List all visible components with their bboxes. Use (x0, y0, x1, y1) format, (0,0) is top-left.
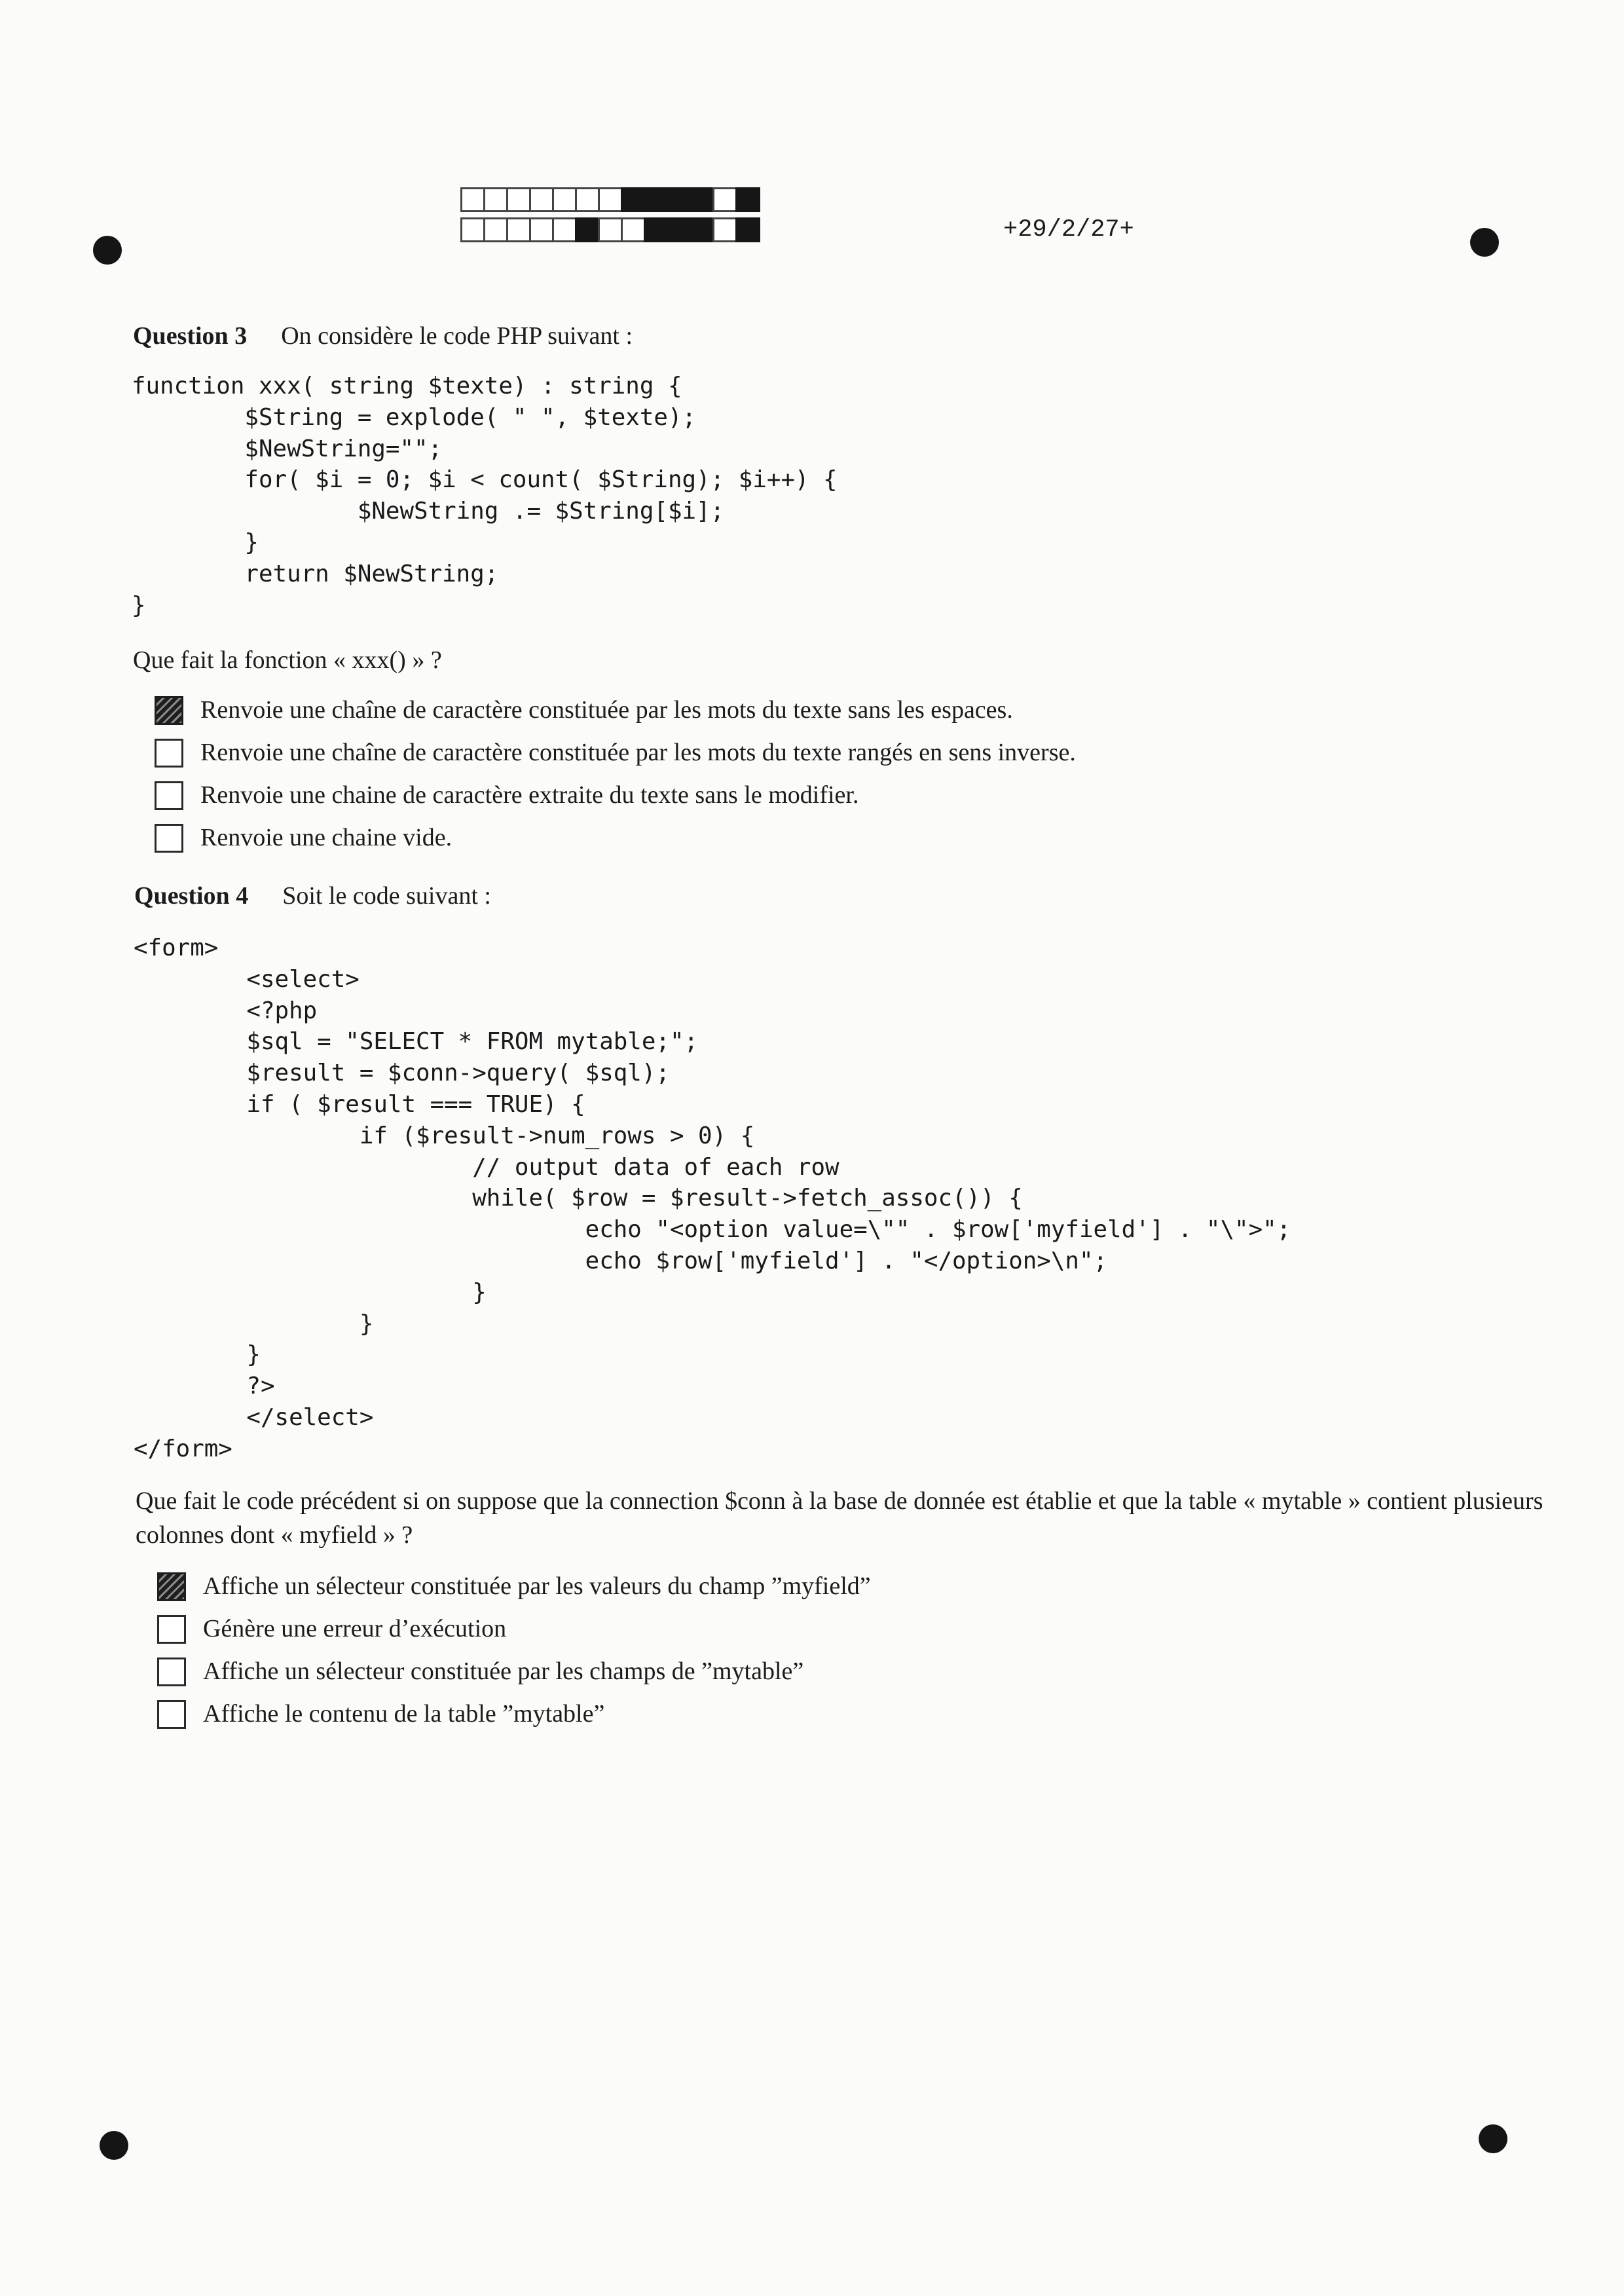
answer-option[interactable] (155, 821, 1076, 864)
checkbox[interactable] (155, 696, 183, 725)
question-number: Question 4 (134, 882, 249, 910)
id-box (552, 187, 577, 212)
id-box (529, 217, 554, 242)
option-label: Affiche le contenu de la table ”mytable” (203, 1700, 605, 1728)
student-id-boxes (460, 187, 758, 248)
question-intro: On considère le code PHP suivant : (281, 322, 633, 350)
option-label: Renvoie une chaine vide. (200, 824, 452, 851)
page-code: +29/2/27+ (1003, 216, 1134, 244)
id-box (690, 217, 714, 242)
id-box (483, 187, 508, 212)
question-prompt: Que fait le code précédent si on suppose que la connection $conn à la base de donnée est établie et que la table « mytable » contient plusieurs colonnes dont « myfield » ? (136, 1487, 1543, 1549)
id-box (712, 217, 737, 242)
id-box (460, 187, 485, 212)
answer-options (157, 1570, 871, 1740)
question-4-header (134, 881, 491, 910)
id-box (644, 217, 669, 242)
id-box (735, 217, 760, 242)
corner-mark-top-right (1470, 228, 1499, 257)
question-prompt: Que fait la fonction « xxx() » ? (133, 646, 442, 674)
answer-options (155, 694, 1076, 864)
option-label: Renvoie une chaîne de caractère constituée par les mots du texte sans les espaces. (200, 696, 1013, 724)
id-box (712, 187, 737, 212)
id-box (483, 217, 508, 242)
checkbox[interactable] (157, 1615, 186, 1644)
checkbox[interactable] (155, 739, 183, 768)
id-box (552, 217, 577, 242)
id-row-2 (460, 217, 758, 242)
question-3-header (133, 322, 633, 350)
id-box (598, 217, 623, 242)
html-php-code-block: <form> <select> <?php $sql = "SELECT * FROM mytable;"; $result = $conn->query( $sql); if ( $result === TRUE) { if ($result->num_rows > 0) { // output data of each row while( $row = $result->fetch_assoc()) { echo "<option value=\"" . $row['myfield'] . "\">"; echo $row['myfield'] . "</option>\n"; } } } ?> </select> </form> (134, 935, 1291, 1462)
id-box (529, 187, 554, 212)
id-box (506, 217, 531, 242)
answer-option[interactable] (155, 779, 1076, 821)
id-box (621, 217, 646, 242)
id-box (575, 217, 600, 242)
checkbox[interactable] (157, 1700, 186, 1729)
id-box (690, 187, 714, 212)
id-box (575, 187, 600, 212)
php-code-block: function xxx( string $texte) : string { $String = explode( " ", $texte); $NewString=""; for( $i = 0; $i < count( $String); $i++) { $NewString .= $String[$i]; } return $NewString; } (132, 373, 838, 619)
id-box (644, 187, 669, 212)
checkbox[interactable] (157, 1657, 186, 1686)
id-box (460, 217, 485, 242)
answer-option[interactable] (155, 736, 1076, 779)
question-intro: Soit le code suivant : (282, 882, 491, 910)
id-box (667, 217, 692, 242)
id-box (598, 187, 623, 212)
answer-option[interactable] (157, 1612, 871, 1655)
option-label: Génère une erreur d’exécution (203, 1615, 507, 1642)
checkbox[interactable] (157, 1572, 186, 1601)
option-label: Affiche un sélecteur constituée par les valeurs du champ ”myfield” (203, 1572, 871, 1600)
id-box (621, 187, 646, 212)
checkbox[interactable] (155, 824, 183, 853)
corner-mark-bottom-left (100, 2131, 128, 2160)
answer-option[interactable] (157, 1570, 871, 1612)
answer-option[interactable] (155, 694, 1076, 736)
option-label: Renvoie une chaine de caractère extraite du texte sans le modifier. (200, 781, 859, 809)
corner-mark-bottom-right (1479, 2124, 1507, 2153)
option-label: Renvoie une chaîne de caractère constituée par les mots du texte rangés en sens inverse. (200, 739, 1076, 766)
id-box (506, 187, 531, 212)
id-box (735, 187, 760, 212)
question-number: Question 3 (133, 322, 248, 350)
corner-mark-top-left (93, 236, 122, 265)
checkbox[interactable] (155, 781, 183, 810)
id-row-1 (460, 187, 758, 212)
id-box (667, 187, 692, 212)
answer-option[interactable] (157, 1655, 871, 1697)
option-label: Affiche un sélecteur constituée par les champs de ”mytable” (203, 1657, 804, 1685)
answer-option[interactable] (157, 1697, 871, 1740)
